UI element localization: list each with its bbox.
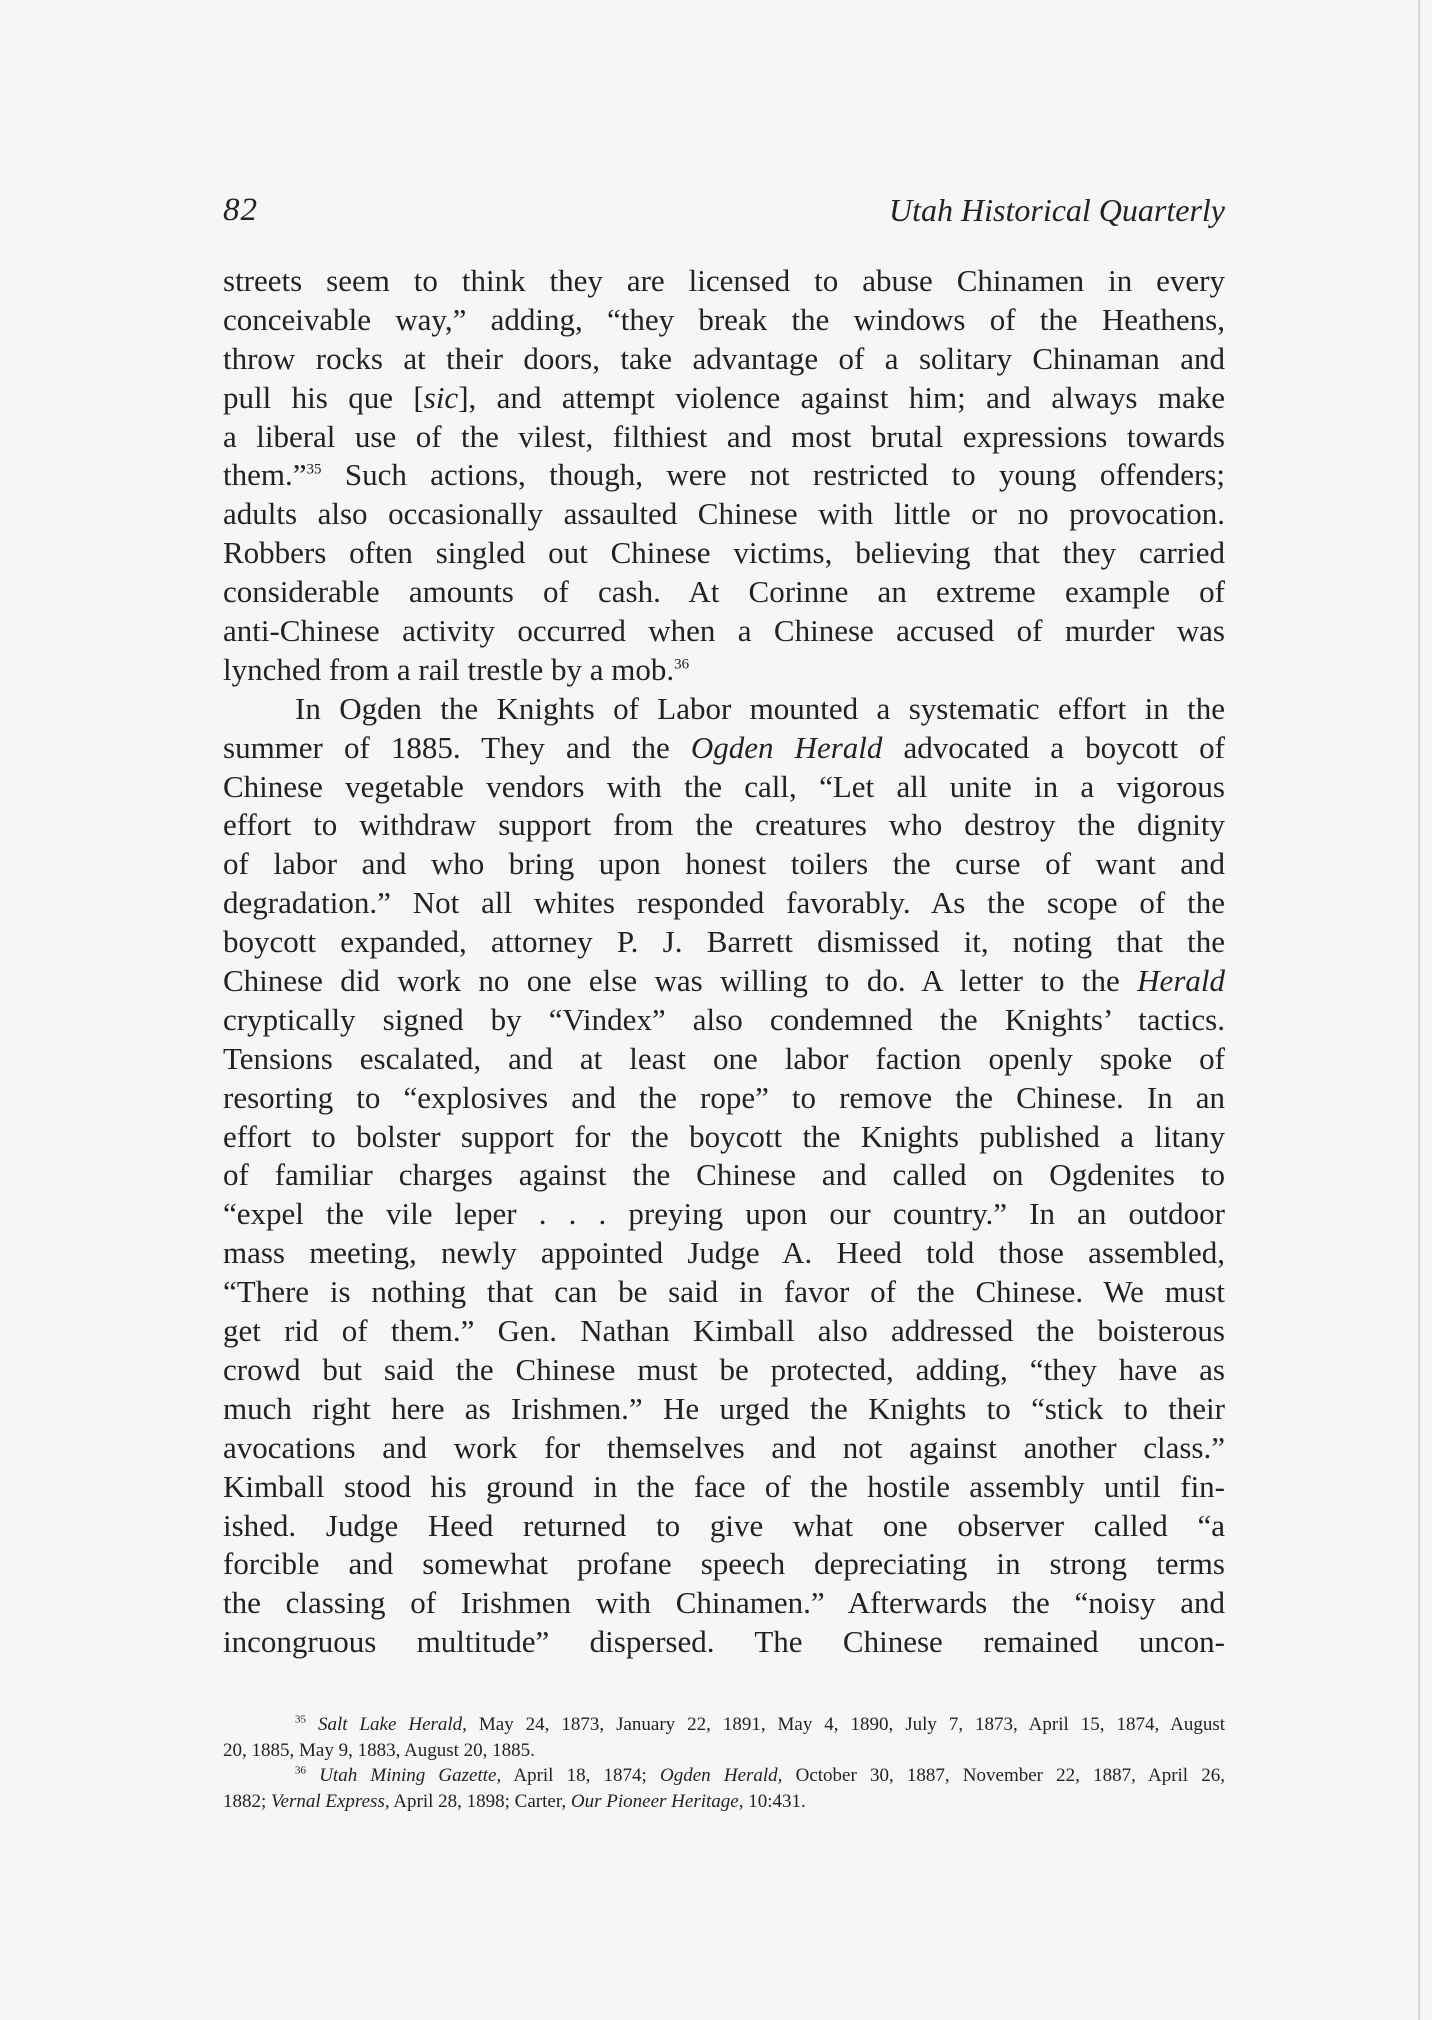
footnotes xyxy=(223,1712,1225,1815)
footnote-35: $^{35}$ Salt Lake Herald, May 24, 1873, January 22, 1891, May 4, 1890, July 7, 1873, April 15, 1874, August xyxy=(295,1713,1225,1735)
text-line: streets seem to think they are licensed to abuse Chinamen in every xyxy=(223,263,1225,298)
footnote-35-cont: 20, 1885, May 9, 1883, August 20, 1885. xyxy=(223,1739,535,1761)
body-text xyxy=(223,262,1225,1662)
text-line: incongruous multitude” dispersed. The Chinese remained uncon- xyxy=(223,1624,1225,1660)
footnote-ref-35: 35 xyxy=(306,462,322,479)
text-line: crowd but said the Chinese must be protected, adding, “they have as xyxy=(223,1351,1225,1387)
footnote-mark: 36 xyxy=(295,1765,306,1778)
text-line: of familiar charges against the Chinese and called on Ogdenites to xyxy=(223,1157,1225,1193)
text-line: effort to withdraw support from the creatures who destroy the dignity xyxy=(223,807,1225,843)
text-line: Tensions escalated, and at least one labor faction openly spoke of xyxy=(223,1040,1225,1076)
text-line: them.”$^{35}$ Such actions, though, were not restricted to young offenders; xyxy=(223,457,1225,493)
herald-italic: Herald xyxy=(1137,963,1225,999)
text-line: mass meeting, newly appointed Judge A. Heed told those assembled, xyxy=(223,1235,1225,1271)
text-line: a liberal use of the vilest, filthiest and most brutal expressions towards xyxy=(223,418,1225,454)
footnote-mark: 35 xyxy=(295,1713,306,1726)
text-line: get rid of them.” Gen. Nathan Kimball also addressed the boisterous xyxy=(223,1313,1225,1349)
text-line: anti-Chinese activity occurred when a Chinese accused of murder was xyxy=(223,613,1225,649)
text-line: the classing of Irishmen with Chinamen.” Afterwards the “noisy and xyxy=(223,1585,1225,1621)
text-line: degradation.” Not all whites responded favorably. As the scope of the xyxy=(223,885,1225,921)
text-line: cryptically signed by “Vindex” also condemned the Knights’ tactics. xyxy=(223,1001,1225,1037)
ogden-herald-italic: Ogden Herald xyxy=(690,729,883,765)
text-line: avocations and work for themselves and not against another class.” xyxy=(223,1429,1225,1465)
text-line: “There is nothing that can be said in favor of the Chinese. We must xyxy=(223,1274,1225,1310)
text-line: lynched from a rail trestle by a mob.$^{36}$ xyxy=(223,651,690,687)
text-line: Robbers often singled out Chinese victims, believing that they carried xyxy=(223,535,1225,571)
text-line: boycott expanded, attorney P. J. Barrett dismissed it, noting that the xyxy=(223,924,1225,960)
text-line: resorting to “explosives and the rope” to remove the Chinese. In an xyxy=(223,1079,1225,1115)
text-line: of labor and who bring upon honest toilers the curse of want and xyxy=(223,846,1225,882)
footnote-source: Our Pioneer Heritage, xyxy=(570,1791,744,1813)
page-number: 82 xyxy=(223,192,258,228)
text-line: much right here as Irishmen.” He urged the Knights to “stick to their xyxy=(223,1390,1225,1426)
footnote-source: Salt Lake Herald, xyxy=(317,1714,467,1735)
text-line: In Ogden the Knights of Labor mounted a systematic effort in the xyxy=(295,690,1225,726)
footnote-source: Utah Mining Gazette, xyxy=(319,1765,502,1787)
text-line: Kimball stood his ground in the face of the hostile assembly until fin- xyxy=(223,1468,1225,1504)
footnote-ref-36: 36 xyxy=(674,656,690,673)
text-line: considerable amounts of cash. At Corinne an extreme example of xyxy=(223,574,1225,610)
text-line: throw rocks at their doors, take advantage of a solitary Chinaman and xyxy=(223,340,1225,376)
text-line: “expel the vile leper . . . preying upon our country.” In an outdoor xyxy=(223,1196,1225,1232)
page-edge-shadow xyxy=(1418,0,1420,2020)
footnote-source: Vernal Express, xyxy=(271,1791,390,1813)
page-header xyxy=(223,192,1225,232)
text-line: summer of 1885. They and the Ogden Herald advocated a boycott of xyxy=(223,729,1225,765)
text-line: effort to bolster support for the boycott the Knights published a litany xyxy=(223,1118,1225,1154)
footnote-36: $^{36}$ Utah Mining Gazette, April 18, 1874; Ogden Herald, October 30, 1887, November 22, 1887, April 26, xyxy=(295,1765,1226,1787)
footnote-source: Ogden Herald, xyxy=(660,1765,783,1787)
text-line: ished. Judge Heed returned to give what one observer called “a xyxy=(223,1507,1225,1543)
footnote-36-cont: 1882; Vernal Express, April 28, 1898; Carter, Our Pioneer Heritage, 10:431. xyxy=(223,1791,806,1813)
text-line: conceivable way,” adding, “they break the windows of the Heathens, xyxy=(223,301,1225,337)
text-line: forcible and somewhat profane speech depreciating in strong terms xyxy=(223,1546,1225,1582)
sic-italic: sic xyxy=(423,379,459,415)
text-line: Chinese did work no one else was willing to do. A letter to the Herald xyxy=(223,963,1225,999)
text-line: pull his que [sic], and attempt violence against him; and always make xyxy=(223,379,1225,415)
running-head: Utah Historical Quarterly xyxy=(889,192,1225,228)
text-line: adults also occasionally assaulted Chinese with little or no provocation. xyxy=(223,496,1225,532)
text-line: Chinese vegetable vendors with the call, “Let all unite in a vigorous xyxy=(223,768,1225,804)
